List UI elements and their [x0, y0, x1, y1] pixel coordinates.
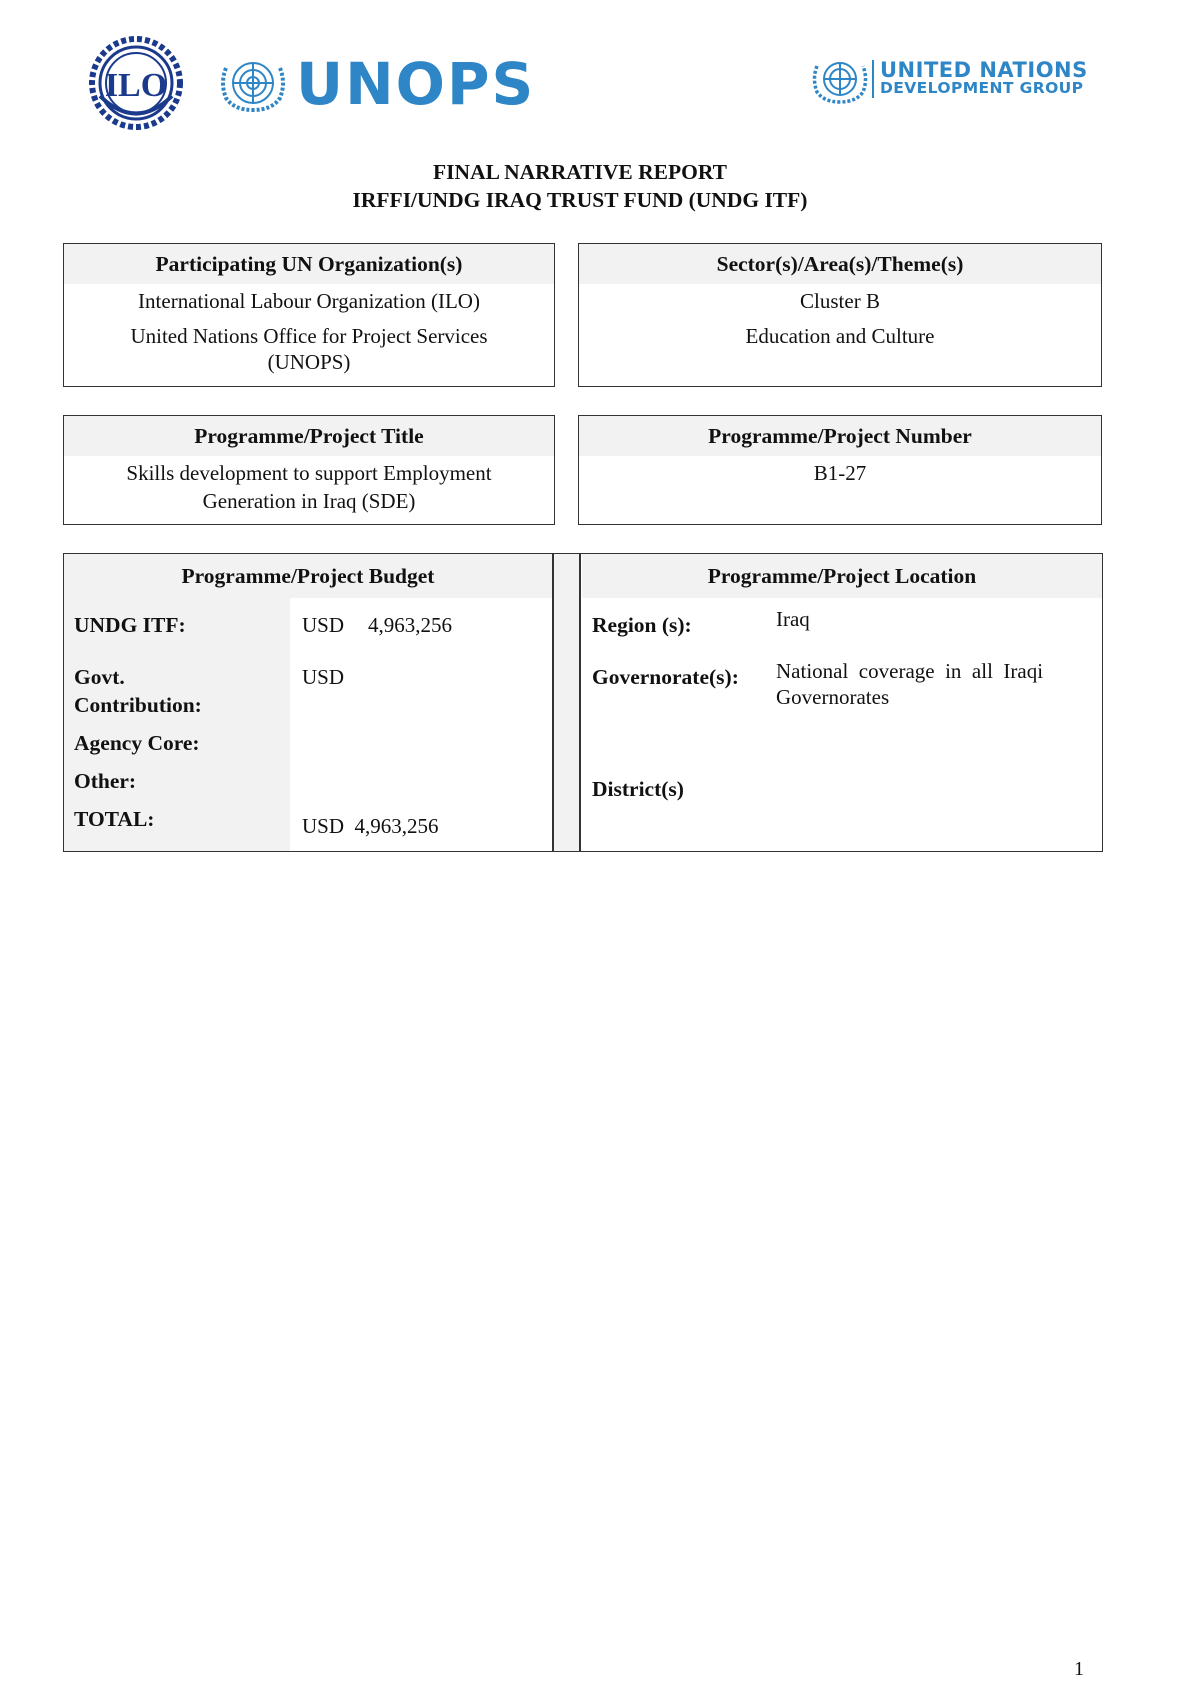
- project-title-box: [63, 415, 555, 525]
- region-label: Region (s):: [592, 613, 692, 637]
- undg-logo-line2: DEVELOPMENT GROUP: [880, 79, 1084, 97]
- district-label: District(s): [592, 777, 684, 801]
- sector-line2: Education and Culture: [745, 324, 935, 348]
- governorate-value-2: Governorates: [776, 685, 890, 709]
- participating-org-line3: (UNOPS): [267, 350, 351, 374]
- un-emblem-icon: [810, 54, 870, 104]
- govt-contribution-label-1: Govt.: [74, 665, 125, 689]
- report-subtitle: IRFFI/UNDG IRAQ TRUST FUND (UNDG ITF): [352, 188, 808, 212]
- governorate-label: Governorate(s):: [592, 665, 739, 689]
- un-emblem-icon: [218, 52, 288, 114]
- govt-contribution-currency: USD: [302, 665, 345, 689]
- total-value: USD 4,963,256: [302, 814, 439, 838]
- undg-itf-value: 4,963,256: [368, 613, 452, 637]
- other-label: Other:: [74, 769, 137, 793]
- region-value: Iraq: [776, 607, 810, 631]
- participating-org-line1: International Labour Organization (ILO): [138, 289, 480, 313]
- governorate-value-1: National coverage in all Iraqi: [776, 659, 1044, 683]
- table-divider-left: [552, 554, 554, 851]
- undg-logo: [810, 54, 1088, 104]
- ilo-logo-text: ILO: [104, 67, 168, 104]
- project-title-line2: Generation in Iraq (SDE): [202, 489, 416, 513]
- ilo-logo: [78, 36, 194, 134]
- total-label: TOTAL:: [74, 807, 155, 831]
- sector-box: [578, 243, 1102, 387]
- report-title: FINAL NARRATIVE REPORT: [433, 160, 727, 184]
- budget-header: Programme/Project Budget: [181, 564, 435, 588]
- project-number-value: B1-27: [813, 461, 867, 485]
- budget-location-table: [63, 553, 1103, 852]
- project-title-line1: Skills development to support Employment: [126, 461, 492, 485]
- participating-org-line2: United Nations Office for Project Services: [130, 324, 488, 348]
- undg-divider: [872, 60, 874, 98]
- participating-org-box: [63, 243, 555, 387]
- sector-line1: Cluster B: [800, 289, 880, 313]
- table-spacer-column: [554, 554, 580, 851]
- agency-core-label: Agency Core:: [74, 731, 200, 755]
- undg-itf-currency: USD: [302, 613, 345, 637]
- table-divider-right: [579, 554, 581, 851]
- participating-org-header: Participating UN Organization(s): [64, 244, 554, 284]
- location-header: Programme/Project Location: [707, 564, 977, 588]
- sector-header: Sector(s)/Area(s)/Theme(s): [579, 244, 1101, 284]
- undg-itf-label: UNDG ITF:: [74, 613, 186, 637]
- project-number-box: [578, 415, 1102, 525]
- project-number-header: Programme/Project Number: [579, 416, 1101, 456]
- ilo-gear-emblem-icon: [78, 36, 194, 134]
- page-number: 1: [1074, 1658, 1084, 1680]
- unops-logo-text: UNOPS: [296, 50, 536, 118]
- unops-logo: [218, 50, 538, 118]
- project-title-header: Programme/Project Title: [64, 416, 554, 456]
- govt-contribution-label-2: Contribution:: [74, 693, 202, 717]
- undg-logo-line1: UNITED NATIONS: [880, 58, 1088, 82]
